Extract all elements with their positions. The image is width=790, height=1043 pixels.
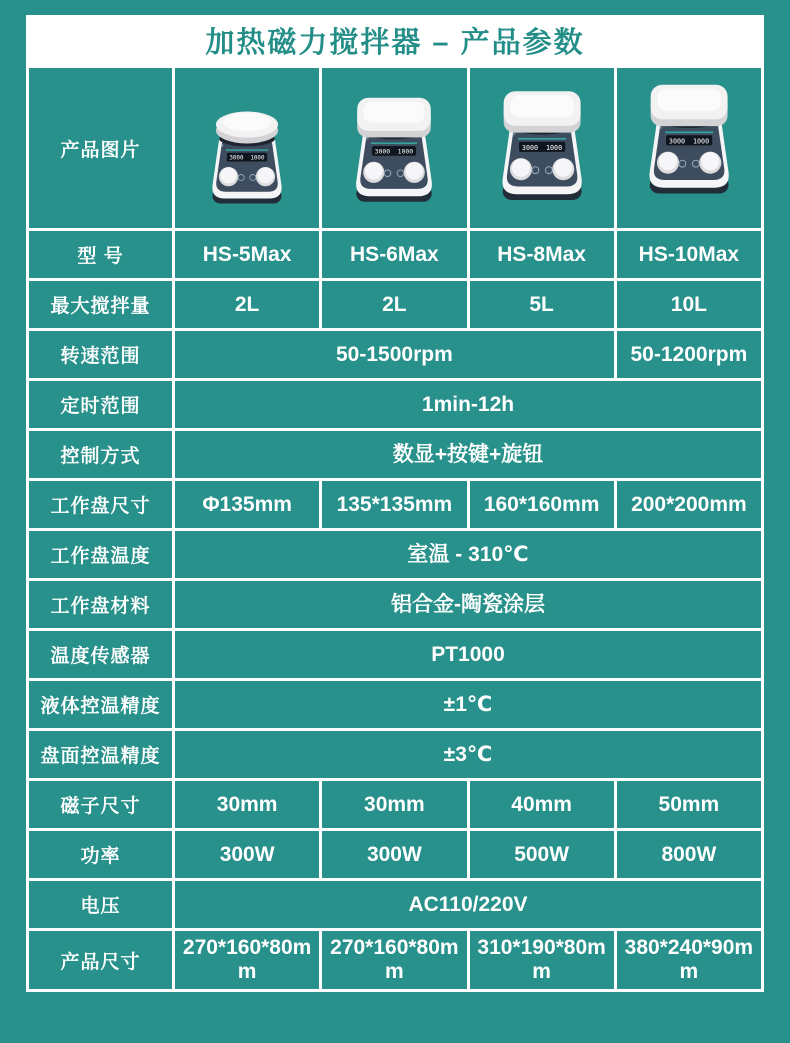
spec-value: Φ135mm xyxy=(175,481,319,528)
spec-value: 300W xyxy=(322,831,466,878)
table-row xyxy=(29,331,761,378)
row-label: 工作盘尺寸 xyxy=(29,481,172,528)
spec-value: 30mm xyxy=(322,781,466,828)
row-label: 液体控温精度 xyxy=(29,681,172,728)
spec-value: HS-10Max xyxy=(617,231,761,278)
row-label: 功率 xyxy=(29,831,172,878)
spec-value: 10L xyxy=(617,281,761,328)
page-title: 加热磁力搅拌器 – 产品参数 xyxy=(29,15,761,65)
brand-mark: ® xyxy=(659,125,663,131)
table-row xyxy=(29,831,761,878)
display-temp-value: 1000 xyxy=(545,143,562,152)
table-row xyxy=(29,581,761,628)
table-row xyxy=(29,431,761,478)
spec-value: 500W xyxy=(470,831,614,878)
spec-value: 310*190*80mm xyxy=(470,931,614,989)
spec-table-rows xyxy=(29,68,761,989)
row-label: 电压 xyxy=(29,881,172,928)
row-label: 工作盘温度 xyxy=(29,531,172,578)
spec-value: ±3℃ xyxy=(175,731,761,778)
product-image-cell-HS-5Max xyxy=(175,68,319,228)
table-row xyxy=(29,531,761,578)
row-label: 控制方式 xyxy=(29,431,172,478)
table-row xyxy=(29,681,761,728)
spec-value: 300W xyxy=(175,831,319,878)
display-temp-value: 1000 xyxy=(692,137,709,146)
spec-value: 800W xyxy=(617,831,761,878)
row-label: 产品图片 xyxy=(29,68,172,228)
spec-value: 160*160mm xyxy=(470,481,614,528)
spec-value: 270*160*80mm xyxy=(175,931,319,989)
display-speed-value: 3000 xyxy=(668,137,685,146)
spec-value: 数显+按键+旋钮 xyxy=(175,431,761,478)
row-label: 最大搅拌量 xyxy=(29,281,172,328)
stirrer-image-HS-10Max xyxy=(617,68,761,222)
spec-value: AC110/220V xyxy=(175,881,761,928)
display-temp-value: 1000 xyxy=(398,147,414,156)
table-row xyxy=(29,231,761,278)
table-row xyxy=(29,931,761,989)
row-label: 工作盘材料 xyxy=(29,581,172,628)
table-row xyxy=(29,731,761,778)
table-row xyxy=(29,881,761,928)
row-label: 转速范围 xyxy=(29,331,172,378)
spec-value: HS-5Max xyxy=(175,231,319,278)
row-label: 磁子尺寸 xyxy=(29,781,172,828)
display-speed-value: 3000 xyxy=(521,143,538,152)
spec-sheet xyxy=(26,15,764,992)
product-image-cell-HS-6Max xyxy=(322,68,466,228)
spec-value: 40mm xyxy=(470,781,614,828)
spec-value: ±1℃ xyxy=(175,681,761,728)
spec-value: 135*135mm xyxy=(322,481,466,528)
product-image-cell-HS-10Max xyxy=(617,68,761,228)
brand-mark: ® xyxy=(365,137,369,142)
table-row xyxy=(29,281,761,328)
product-image-cell-HS-8Max xyxy=(470,68,614,228)
spec-value: 50-1200rpm xyxy=(617,331,761,378)
row-label: 定时范围 xyxy=(29,381,172,428)
spec-value: 室温 - 310℃ xyxy=(175,531,761,578)
spec-value: PT1000 xyxy=(175,631,761,678)
brand-mark: ® xyxy=(511,131,515,137)
spec-value: 铝合金-陶瓷涂层 xyxy=(175,581,761,628)
table-row xyxy=(29,481,761,528)
table-row xyxy=(29,68,761,228)
row-label: 温度传感器 xyxy=(29,631,172,678)
spec-value: HS-8Max xyxy=(470,231,614,278)
display-temp-value: 1000 xyxy=(250,155,265,162)
brand-mark: ® xyxy=(221,144,224,149)
spec-value: 50mm xyxy=(617,781,761,828)
row-label: 产品尺寸 xyxy=(29,931,172,989)
spec-value: 2L xyxy=(322,281,466,328)
spec-value: 270*160*80mm xyxy=(322,931,466,989)
spec-value: HS-6Max xyxy=(322,231,466,278)
display-speed-value: 3000 xyxy=(375,147,391,156)
stirrer-image-HS-5Max xyxy=(184,96,310,222)
spec-value: 50-1500rpm xyxy=(175,331,614,378)
spec-value: 2L xyxy=(175,281,319,328)
table-row xyxy=(29,631,761,678)
spec-value: 380*240*90mm xyxy=(617,931,761,989)
table-row xyxy=(29,781,761,828)
row-label: 型 号 xyxy=(29,231,172,278)
spec-value: 5L xyxy=(470,281,614,328)
stirrer-image-HS-6Max xyxy=(325,84,463,222)
stirrer-image-HS-8Max xyxy=(470,76,614,222)
table-row xyxy=(29,381,761,428)
spec-value: 30mm xyxy=(175,781,319,828)
spec-value: 200*200mm xyxy=(617,481,761,528)
spec-value: 1min-12h xyxy=(175,381,761,428)
row-label: 盘面控温精度 xyxy=(29,731,172,778)
display-speed-value: 3000 xyxy=(229,155,244,162)
